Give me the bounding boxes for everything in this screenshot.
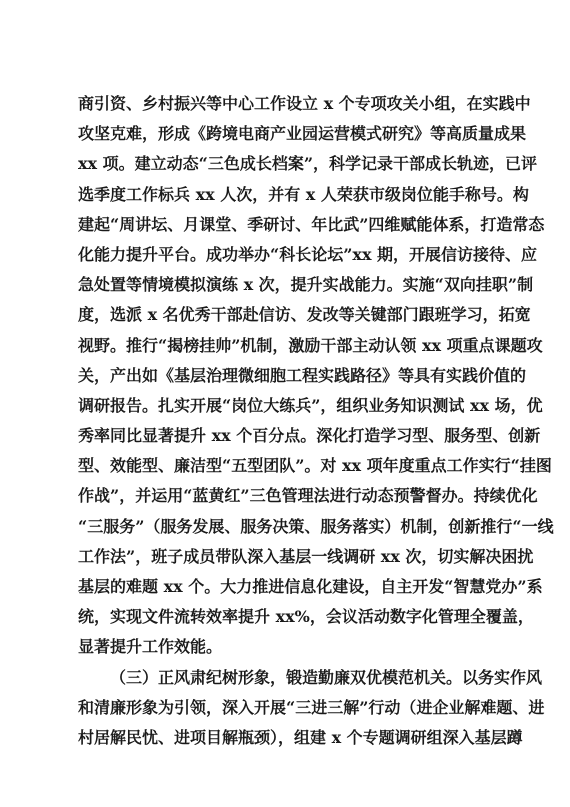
text-line bbox=[78, 451, 552, 481]
text-segment: 村居解民忧、进项目解瓶颈），组建 x 个专题调研组深入基层蹲 bbox=[78, 727, 523, 747]
text-line bbox=[78, 542, 534, 572]
text-segment: xx 项。建立动态“三色成长档案”，科学记录干部成长轨迹，已评 bbox=[78, 154, 538, 174]
text-line bbox=[78, 240, 538, 270]
text-line bbox=[78, 391, 543, 421]
text-segment: 急处置等情境模拟演练 x 次，提升实战能力。实施“双向挂职”制 bbox=[78, 275, 534, 295]
text-segment: 型、效能型、廉洁型“五型团队”。对 xx 项年度重点工作实行“挂图 bbox=[78, 456, 552, 476]
text-line bbox=[78, 361, 527, 391]
text-segment: （三）正风肃纪树形象，锻造勤廉双优模范机关。以务实作风 bbox=[110, 667, 543, 687]
text-segment: 统，实现文件流转效率提升 xx%，会议活动数字化管理全覆盖， bbox=[78, 607, 534, 627]
text-segment: “三服务”（服务发展、服务决策、服务落实）机制，创新推行“一线 bbox=[78, 516, 554, 536]
text-segment: 关，产出如《基层治理微细胞工程实践路径》等具有实践价值的 bbox=[78, 365, 527, 385]
text-line bbox=[78, 572, 543, 602]
text-segment: 选季度工作标兵 xx 人次，并有 x 人荣获市级岗位能手称号。构 bbox=[78, 184, 529, 204]
text-line bbox=[78, 270, 534, 300]
text-line bbox=[78, 149, 538, 179]
text-line bbox=[78, 481, 538, 511]
text-segment: 建起“周讲坛、月课堂、季研讨、年比武”四维赋能体系，打造常态 bbox=[78, 214, 545, 234]
text-segment: 和清廉形象为引领，深入开展“三进三解”行动（进企业解难题、进 bbox=[78, 697, 545, 717]
text-line bbox=[78, 119, 527, 149]
text-segment: 度，选派 x 名优秀干部赴信访、发改等关键部门跟班学习，拓宽 bbox=[78, 305, 531, 325]
text-line bbox=[78, 602, 534, 632]
document-body-text bbox=[78, 89, 554, 753]
text-segment: 攻坚克难，形成《跨境电商产业园运营模式研究》等高质量成果 bbox=[78, 124, 527, 144]
text-line bbox=[78, 512, 554, 542]
text-line bbox=[78, 89, 531, 119]
text-line bbox=[78, 663, 543, 693]
text-segment: 显著提升工作效能。 bbox=[78, 637, 223, 657]
text-line bbox=[78, 331, 543, 361]
text-segment: 作战”，并运用“蓝黄红”三色管理法进行动态预警督办。持续优化 bbox=[78, 486, 538, 506]
text-segment: 调研报告。扎实开展“岗位大练兵”，组织业务知识测试 xx 场，优 bbox=[78, 395, 543, 415]
text-line bbox=[78, 421, 541, 451]
text-line bbox=[78, 210, 545, 240]
text-line bbox=[78, 180, 529, 210]
text-segment: 视野。推行“揭榜挂帅”机制，激励干部主动认领 xx 项重点课题攻 bbox=[78, 335, 543, 355]
text-line bbox=[78, 632, 498, 662]
text-segment: 商引资、乡村振兴等中心工作设立 x 个专项攻关小组，在实践中 bbox=[78, 94, 531, 113]
text-segment: 工作法”，班子成员带队深入基层一线调研 xx 次，切实解决困扰 bbox=[78, 546, 534, 566]
text-line bbox=[78, 693, 545, 723]
text-line bbox=[78, 300, 531, 330]
text-line bbox=[78, 723, 523, 753]
text-segment: 化能力提升平台。成功举办“科长论坛”xx 期，开展信访接待、应 bbox=[78, 244, 538, 264]
text-segment: 基层的难题 xx 个。大力推进信息化建设，自主开发“智慧党办”系 bbox=[78, 577, 543, 596]
text-segment: 秀率同比显著提升 xx 个百分点。深化打造学习型、服务型、创新 bbox=[78, 426, 541, 446]
